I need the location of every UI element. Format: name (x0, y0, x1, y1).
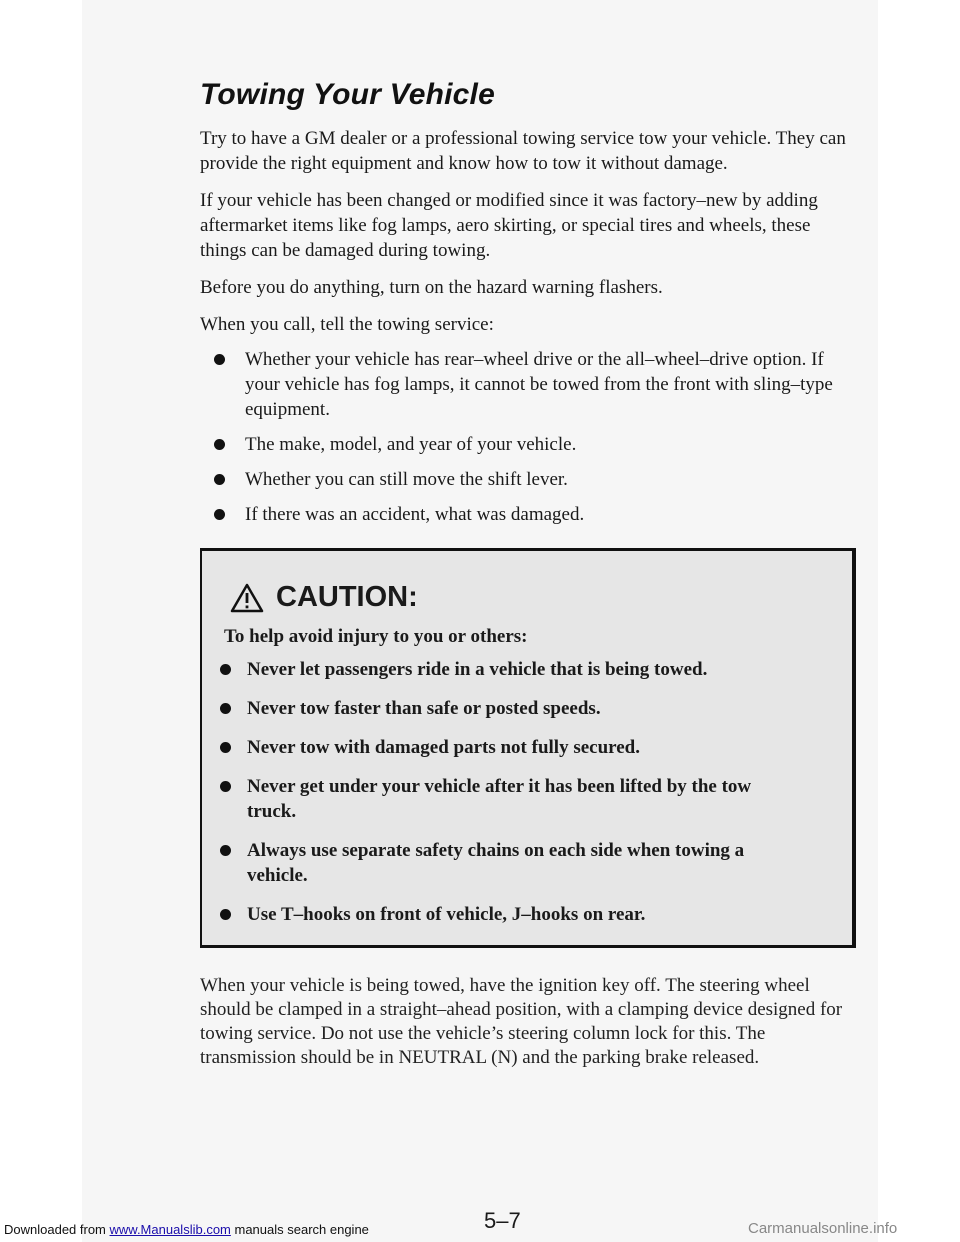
paragraph-call: When you call, tell the towing service: (200, 314, 494, 335)
bullet-icon (220, 742, 231, 753)
list-item (200, 432, 860, 457)
bullet-icon (220, 845, 231, 856)
caution-item-text: Never tow faster than safe or posted speeds. (247, 698, 601, 719)
watermark: Carmanualsonline.info (748, 1220, 898, 1237)
page-title: Towing Your Vehicle (200, 78, 495, 111)
list-item-text: The make, model, and year of your vehicle. (245, 434, 577, 455)
caution-item (210, 902, 830, 927)
download-footer (4, 1222, 369, 1237)
caution-item (210, 735, 830, 760)
caution-heading-text: CAUTION: (276, 581, 418, 613)
bullet-icon (214, 509, 225, 520)
caution-item (210, 774, 830, 824)
towing-procedure (200, 974, 860, 1082)
warning-triangle-icon (230, 583, 264, 613)
caution-item (210, 838, 830, 888)
caution-item (210, 657, 830, 682)
caution-item-text: Use T–hooks on front of vehicle, J–hooks on rear. (247, 904, 646, 925)
bullet-icon (220, 703, 231, 714)
caution-item-text: Never get under your vehicle after it has been lifted by the tow truck. (247, 776, 752, 822)
paragraph-intro: Try to have a GM dealer or a professional towing service tow your vehicle. They can provide the right equipment and know how to tow it without damage. (200, 128, 846, 174)
list-item (200, 502, 860, 527)
bullet-icon (214, 474, 225, 485)
paragraph-hazard: Before you do anything, turn on the hazard warning flashers. (200, 277, 663, 298)
paragraph-modified: If your vehicle has been changed or modified since it was factory–new by adding aftermarket items like fog lamps, aero skirting, or special tires and wheels, these things can be damaged during towing. (200, 190, 818, 261)
bullet-icon (220, 781, 231, 792)
caution-heading (230, 581, 418, 614)
caution-item-text: Always use separate safety chains on each side when towing a vehicle. (247, 840, 745, 886)
caution-intro: To help avoid injury to you or others: (224, 626, 528, 647)
caution-list (210, 657, 830, 941)
bullet-icon (214, 439, 225, 450)
bullet-icon (220, 664, 231, 675)
paragraph-procedure: When your vehicle is being towed, have the ignition key off. The steering wheel should be clamped in a straight–ahead position, with a clamping device designed for towing service. Do not use the vehicle’s steering column lock for this. The transmission should be in NEUTRAL (N) and the parking brake released. (200, 975, 843, 1068)
main-content (200, 78, 860, 545)
caution-box (200, 548, 856, 948)
footer-suffix: manuals search engine (230, 1222, 369, 1237)
list-item-text: Whether you can still move the shift lever. (245, 469, 568, 490)
bullet-icon (214, 354, 225, 365)
caution-item-text: Never let passengers ride in a vehicle that is being towed. (247, 659, 708, 680)
list-item-text: If there was an accident, what was damaged. (245, 504, 585, 525)
list-item (200, 347, 860, 422)
page-number: 5–7 (484, 1208, 521, 1233)
list-item-text: Whether your vehicle has rear–wheel drive or the all–wheel–drive option. If your vehicle has fog lamps, it cannot be towed from the front with sling–type equipment. (245, 349, 833, 420)
list-item (200, 467, 860, 492)
footer-prefix: Downloaded from (4, 1222, 110, 1237)
manualslib-link[interactable]: www.Manualslib.com (109, 1222, 231, 1237)
bullet-icon (220, 909, 231, 920)
caution-item-text: Never tow with damaged parts not fully secured. (247, 737, 640, 758)
caution-item (210, 696, 830, 721)
towing-info-list (200, 347, 860, 527)
